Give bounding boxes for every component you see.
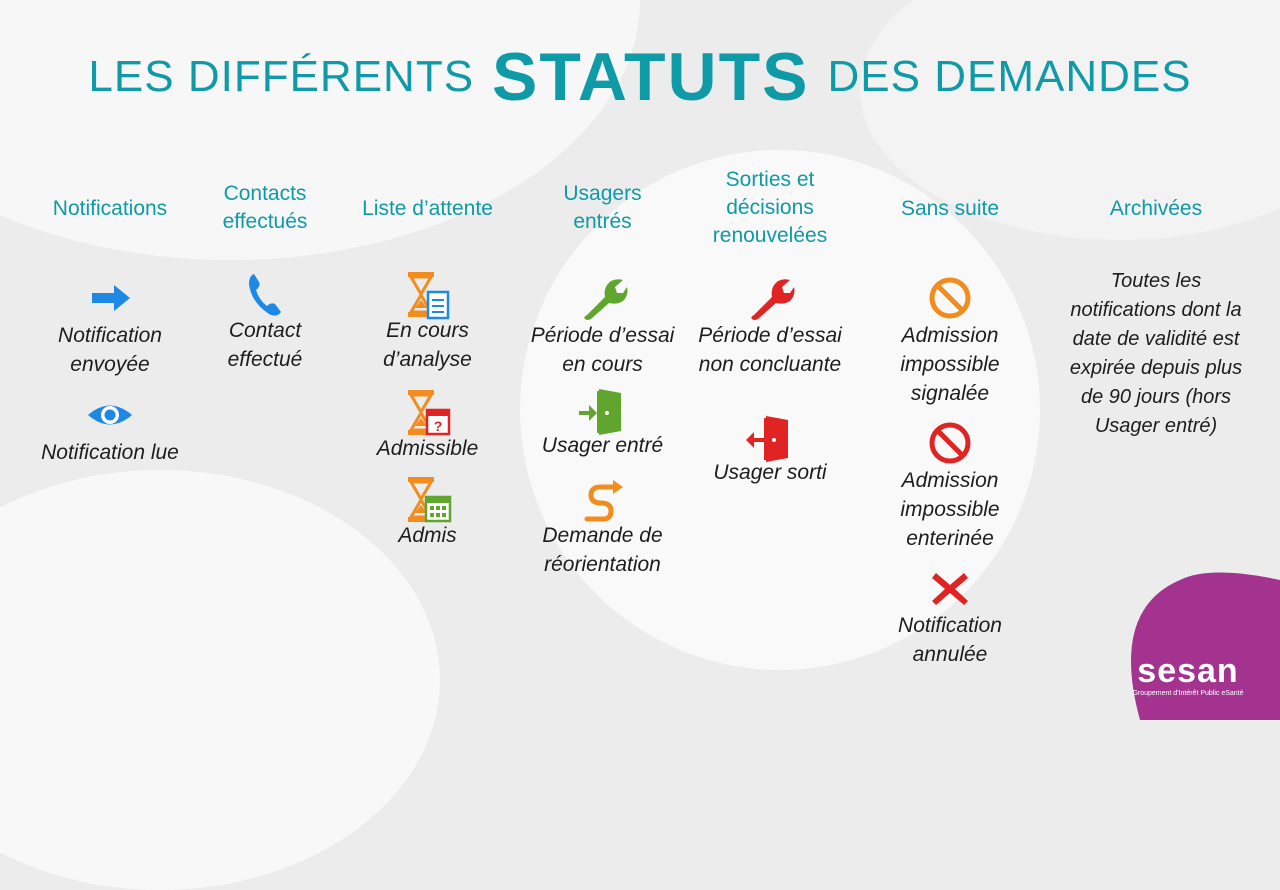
column-users-entered [520, 0, 685, 720]
column-header-line: Sorties et [725, 168, 815, 191]
status-label: Période d’essai en cours [530, 324, 675, 376]
column-header [690, 166, 850, 250]
status-item [200, 270, 330, 374]
status-item [340, 270, 515, 374]
status-item [875, 420, 1025, 553]
status-label: Notification lue [41, 441, 179, 464]
status-label: Usager entré [541, 434, 664, 457]
column-header [30, 195, 190, 223]
status-label: Notification annulée [898, 614, 1002, 666]
status-item [30, 392, 190, 467]
status-label: En cours d’analyse [383, 319, 472, 371]
column-header [520, 180, 685, 236]
column-header [200, 180, 330, 236]
logo-tagline: Groupement d'Intérêt Public eSanté [1132, 690, 1244, 697]
column-header-line: effectués [222, 210, 308, 233]
wrench-icon [744, 275, 796, 321]
status-item [520, 275, 685, 379]
title-part-2: STATUTS [492, 39, 810, 115]
status-item [520, 475, 685, 579]
logo-word: sesan [1137, 652, 1239, 690]
cross-icon [924, 565, 976, 611]
arrow-right-icon [84, 275, 136, 321]
column-waiting-list [340, 0, 515, 720]
reorientation-arrow-icon [577, 475, 629, 521]
hourglass-calendar-icon [402, 475, 454, 521]
status-item [340, 388, 515, 463]
column-header-line: renouvelées [712, 224, 828, 247]
status-label: Admissible [376, 437, 479, 460]
door-exit-icon [744, 412, 796, 458]
archived-description: Toutes les notifications dont la date de validité est expirée depuis plus de 90 jours (hors Usager entré) [1069, 270, 1243, 437]
column-header-line: entrés [573, 210, 632, 233]
column-header [1065, 195, 1247, 223]
status-item [30, 275, 190, 379]
column-no-follow-up [875, 0, 1025, 720]
forbidden-icon [924, 420, 976, 466]
status-label: Usager sorti [713, 461, 827, 484]
door-enter-icon [577, 385, 629, 431]
status-item [340, 475, 515, 550]
hourglass-question-icon [402, 388, 454, 434]
column-contacts [200, 0, 330, 720]
status-item [690, 412, 850, 487]
status-label: Admission impossible enterinée [900, 469, 1000, 550]
eye-icon [84, 392, 136, 438]
wrench-icon [577, 275, 629, 321]
column-header-line: Liste d’attente [362, 197, 493, 220]
status-label: Admission impossible signalée [900, 324, 1000, 405]
status-label: Période d’essai non concluante [698, 324, 842, 376]
column-header-line: Contacts [223, 182, 307, 205]
status-label: Admis [398, 524, 457, 547]
phone-icon [239, 270, 291, 316]
forbidden-icon [924, 275, 976, 321]
status-label: Demande de réorientation [542, 524, 663, 576]
column-exits [690, 0, 850, 720]
status-item [875, 565, 1025, 669]
title-part-1: LES DIFFÉRENTS [88, 52, 475, 101]
status-label: Contact effectué [227, 319, 303, 371]
title-part-3: DES DEMANDES [827, 52, 1192, 101]
column-header-line: décisions [726, 196, 814, 219]
column-header-line: Notifications [52, 197, 168, 220]
column-header-line: Usagers [563, 182, 642, 205]
status-label: Notification envoyée [58, 324, 162, 376]
column-header-line: Archivées [1109, 197, 1203, 220]
column-header [340, 195, 515, 223]
column-notifications [30, 0, 190, 720]
svg-text:?: ? [433, 418, 442, 434]
status-item [690, 275, 850, 379]
column-header [875, 195, 1025, 223]
column-header-line: Sans suite [900, 197, 1000, 220]
status-item [875, 275, 1025, 408]
sesan-logo [1118, 653, 1258, 698]
status-item [520, 385, 685, 460]
hourglass-document-icon [402, 270, 454, 316]
